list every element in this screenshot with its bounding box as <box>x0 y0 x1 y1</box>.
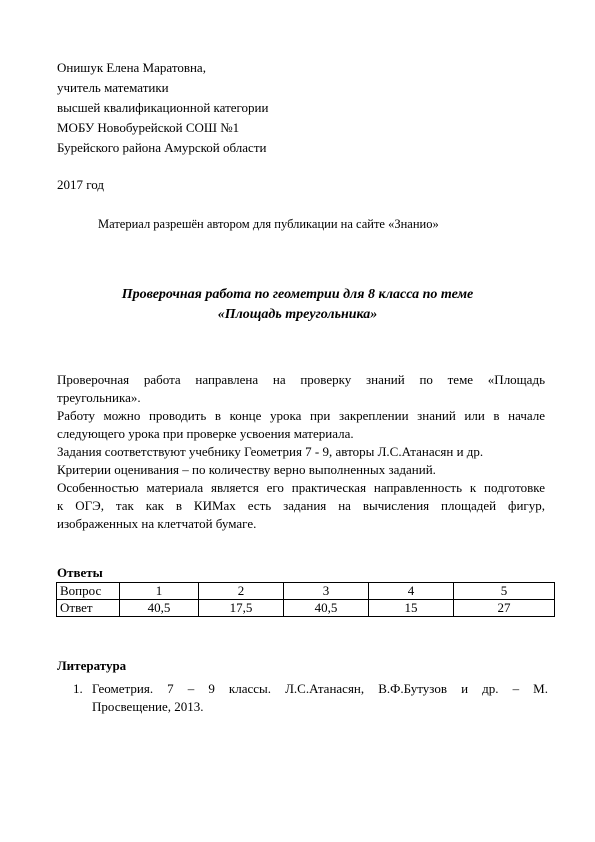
description-p1-line2: треугольника». <box>57 390 141 405</box>
table-cell: 40,5 <box>120 600 199 617</box>
table-cell: 2 <box>199 583 284 600</box>
author-name: Онишук Елена Маратовна, <box>57 60 206 75</box>
description-p5-line3: изображенных на клетчатой бумаге. <box>57 516 257 531</box>
author-category: высшей квалификационной категории <box>57 100 269 115</box>
literature-item-text <box>92 680 548 716</box>
table-row <box>57 600 555 617</box>
table-cell: 15 <box>369 600 454 617</box>
table-cell: 5 <box>454 583 555 600</box>
literature-item-number: 1. <box>73 681 83 696</box>
description-p5-line2: к ОГЭ, так как в КИМах есть задания на вычисления площадей фигур, <box>57 498 545 513</box>
table-cell-label: Ответ <box>57 600 120 617</box>
document-year: 2017 год <box>57 177 104 192</box>
table-row <box>57 583 555 600</box>
description-p5-line1: Особенностью материала является его практическая направленность к подготовке <box>57 480 545 495</box>
description-p2-line1: Работу можно проводить в конце урока при закреплении знаний или в начале <box>57 408 545 423</box>
table-cell: 40,5 <box>284 600 369 617</box>
author-region: Бурейского района Амурской области <box>57 140 267 155</box>
table-cell: 17,5 <box>199 600 284 617</box>
table-cell-label: Вопрос <box>57 583 120 600</box>
permission-note: Материал разрешён автором для публикации на сайте «Знанио» <box>98 217 439 231</box>
answers-heading: Ответы <box>57 565 103 580</box>
description-p3: Задания соответствуют учебнику Геометрия 7 - 9, авторы Л.С.Атанасян и др. <box>57 444 484 459</box>
description-p4: Критерии оценивания – по количеству верно выполненных заданий. <box>57 462 436 477</box>
description-p2-line2: следующего урока при проверке усвоения материала. <box>57 426 354 441</box>
literature-item-line2: Просвещение, 2013. <box>92 699 204 714</box>
table-cell: 27 <box>454 600 555 617</box>
table-cell: 3 <box>284 583 369 600</box>
table-cell: 1 <box>120 583 199 600</box>
literature-heading: Литература <box>57 658 127 673</box>
author-position: учитель математики <box>57 80 169 95</box>
document-title-line1: Проверочная работа по геометрии для 8 класса по теме <box>121 287 474 302</box>
description-block <box>57 371 545 533</box>
answers-table <box>56 582 555 617</box>
author-block <box>57 60 268 160</box>
literature-item-line1: Геометрия. 7 – 9 классы. Л.С.Атанасян, В.Ф.Бутузов и др. – М. <box>92 681 548 696</box>
author-school: МОБУ Новобурейской СОШ №1 <box>57 120 240 135</box>
document-title-line2: «Площадь треугольника» <box>217 307 378 322</box>
table-cell: 4 <box>369 583 454 600</box>
description-p1-line1: Проверочная работа направлена на проверку знаний по теме «Площадь <box>57 372 545 387</box>
